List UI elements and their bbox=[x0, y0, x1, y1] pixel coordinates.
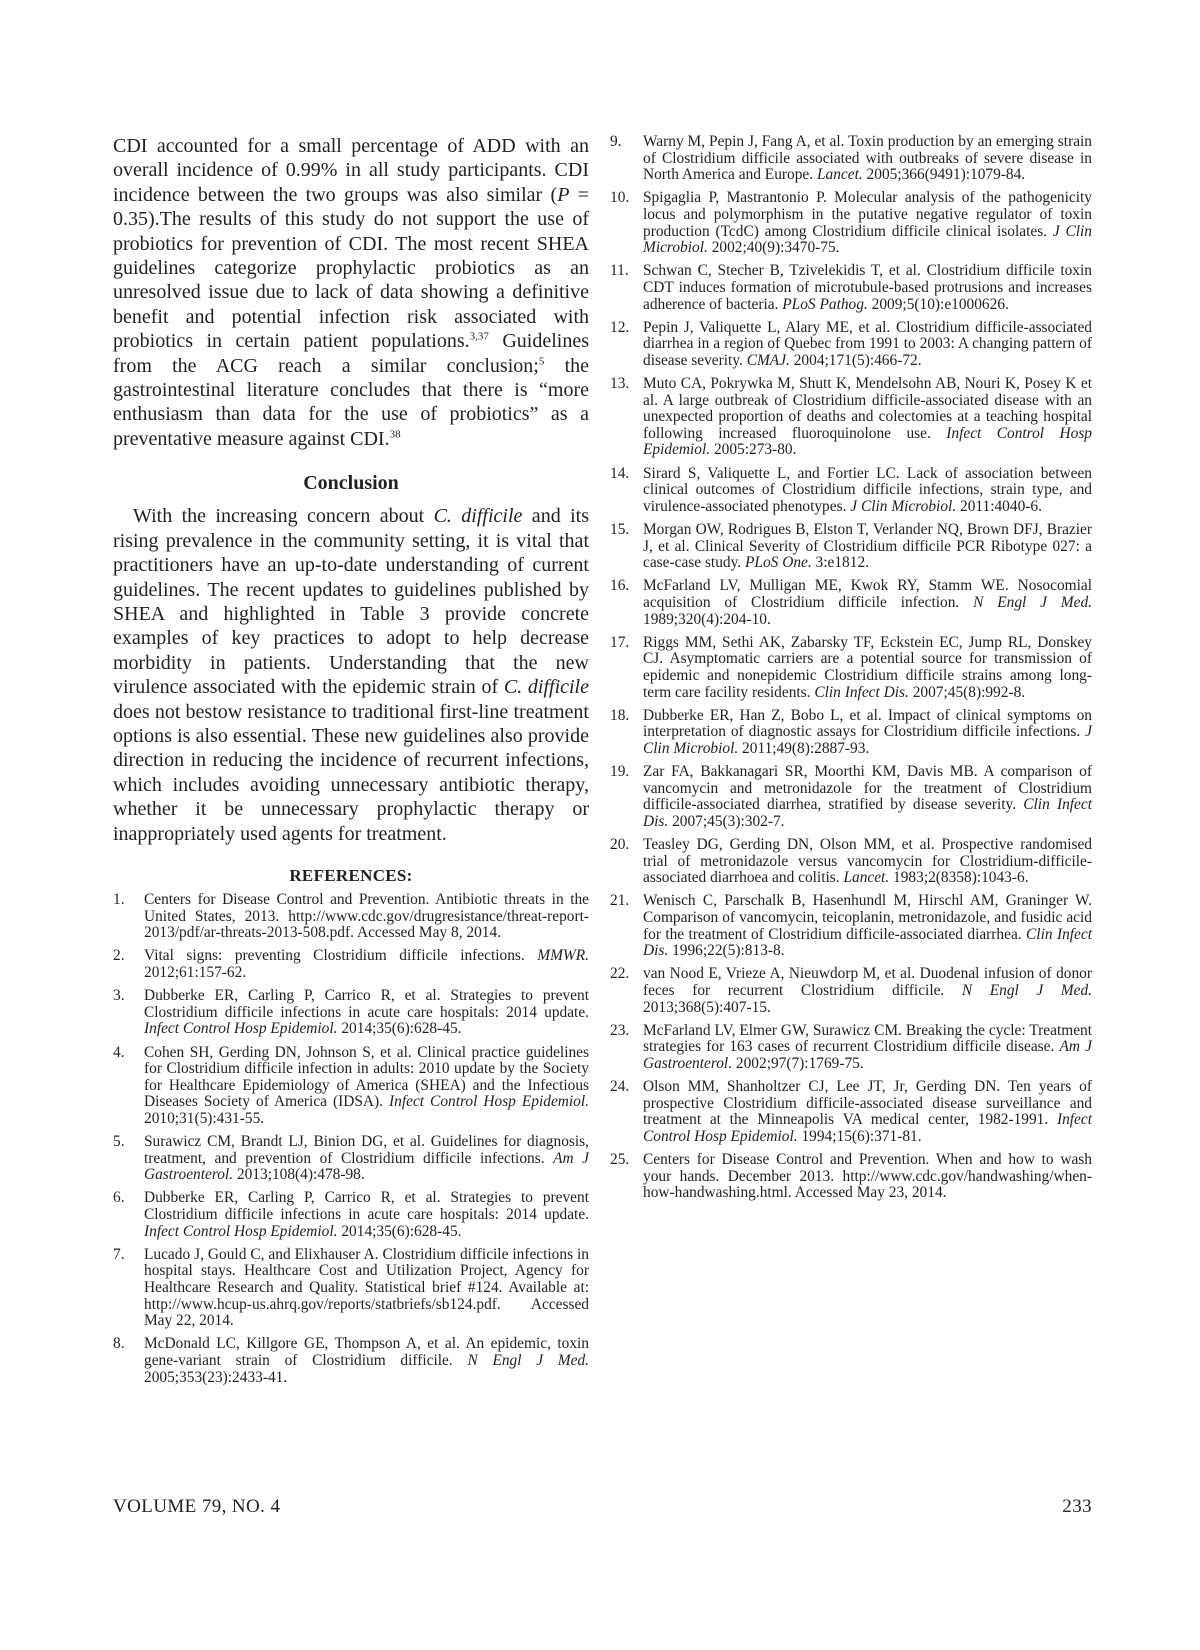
text-run: Cohen SH, Gerding DN, Johnson S, et al. Clinical practice guidelines for Clostridium difficile infection in adults: 2010 update by the Society for Healthcare Epidemiology of America (SHEA) and the Infectious Diseases Society of America (IDSA). bbox=[144, 1043, 589, 1111]
reference-item bbox=[113, 1190, 589, 1240]
italic-text: Clin Infect Dis. bbox=[643, 796, 1092, 830]
reference-item bbox=[610, 764, 1092, 830]
reference-number: 17. bbox=[610, 633, 630, 651]
reference-item bbox=[610, 1079, 1092, 1145]
italic-text: Infect Control Hosp Epidemiol. bbox=[643, 424, 1092, 459]
italic-text: P bbox=[557, 183, 570, 206]
reference-text bbox=[643, 319, 1092, 369]
italic-text: J Clin Microbiol. bbox=[643, 222, 1092, 257]
reference-item bbox=[610, 1023, 1092, 1073]
text-run: 2009;5(10):e1000626. bbox=[867, 295, 1009, 313]
reference-text bbox=[643, 189, 1092, 256]
reference-item bbox=[610, 522, 1092, 572]
text-run: 2007;45(3):302-7. bbox=[668, 812, 785, 830]
italic-text: Am J Gastroenterol. bbox=[643, 1038, 1092, 1072]
reference-number: 11. bbox=[610, 262, 629, 280]
references-heading: REFERENCES: bbox=[289, 865, 413, 885]
reference-text bbox=[643, 375, 1092, 458]
text-run: 1983;2(8358):1043-6. bbox=[889, 869, 1029, 887]
text-run: 2002;97(7):1769-75. bbox=[732, 1055, 864, 1072]
reference-item bbox=[113, 892, 589, 942]
italic-text: Infect Control Hosp Epidemiol. bbox=[643, 1111, 1092, 1145]
reference-item bbox=[610, 320, 1092, 370]
text-run: McDonald LC, Killgore GE, Thompson A, et al. An epidemic, toxin gene-variant strain of Clostridium difficile. bbox=[144, 1335, 589, 1369]
reference-number: 23. bbox=[610, 1021, 630, 1039]
text-run: and its rising prevalence in the community setting, it is vital that practitioners have an up-to-date understanding of current guidelines. The recent updates to guidelines published by SHEA and highlighted in Table 3 provide concrete examples of key practices to adopt to help decrease morbidity in patients. Understanding that the new virulence associated with the epidemic strain of bbox=[113, 505, 589, 699]
text-run: Centers for Disease Control and Prevention. Antibiotic threats in the United States, 2013. http://www.cdc.gov/drugresistance/threat-report-2013/pdf/ar-threats-2013-508.pdf. Accessed May 8, 2014. bbox=[144, 890, 589, 942]
reference-number: 20. bbox=[610, 836, 630, 854]
text-run: Riggs MM, Sethi AK, Zabarsky TF, Eckstein EC, Jump RL, Donskey CJ. Asymptomatic carriers are a potential source for transmission of epidemic and nonepidemic Clostridium difficile strains among long-term care facility residents. bbox=[643, 633, 1092, 701]
conclusion-paragraph bbox=[113, 504, 589, 846]
right-column bbox=[610, 134, 1092, 1209]
page-number: 233 bbox=[1062, 1496, 1092, 1517]
reference-item bbox=[113, 1247, 589, 1330]
text-run: Wenisch C, Parschalk B, Hasenhundl M, Hirschl AM, Graninger W. Comparison of vancomycin, teicoplanin, metronidazole, and fusidic acid for the treatment of Clostridium difficile-associated diarrhea. bbox=[643, 892, 1092, 943]
text-run: 2005;366(9491):1079-84. bbox=[862, 166, 1026, 184]
text-run: 2004;171(5):466-72. bbox=[789, 351, 922, 369]
reference-number: 5. bbox=[113, 1133, 125, 1151]
reference-number: 6. bbox=[113, 1189, 125, 1207]
reference-text bbox=[643, 892, 1092, 959]
italic-text: J Clin Microbiol. bbox=[643, 723, 1092, 757]
italic-text: Infect Control Hosp Epidemiol. bbox=[144, 1222, 338, 1240]
reference-text bbox=[144, 947, 589, 981]
reference-text bbox=[144, 891, 589, 941]
text-run: van Nood E, Vrieze A, Nieuwdorp M, et al. Duodenal infusion of donor feces for recurrent Clostridium difficile. bbox=[643, 965, 1092, 1000]
reference-item bbox=[610, 578, 1092, 628]
reference-number: 2. bbox=[113, 947, 125, 965]
text-run: Zar FA, Bakkanagari SR, Moorthi KM, Davis MB. A comparison of vancomycin and metronidazole for the treatment of Clostridium difficile-associated diarrhea, stratified by disease severity. bbox=[643, 763, 1092, 814]
italic-text: PLoS Pathog. bbox=[782, 295, 868, 313]
text-run: 1996;22(5):813-8. bbox=[668, 942, 785, 960]
reference-item bbox=[113, 1045, 589, 1128]
reference-text bbox=[643, 707, 1092, 757]
reference-number: 19. bbox=[610, 763, 630, 781]
body-paragraph-1 bbox=[113, 134, 589, 451]
italic-text: C. difficile bbox=[433, 505, 523, 528]
reference-number: 22. bbox=[610, 965, 630, 983]
text-run: Lucado J, Gould C, and Elixhauser A. Clostridium difficile infections in hospital stays. Healthcare Cost and Utilization Project, Agency for Healthcare Research and Quality. Statistical brief #124. Available at: http://www.hcup-us.ahrq.gov/reports/statbriefs/sb124.pdf. Accessed May 22, 2014. bbox=[144, 1245, 589, 1330]
reference-item bbox=[610, 190, 1092, 256]
footer-volume: VOLUME 79, NO. 4 bbox=[113, 1496, 281, 1517]
reference-text bbox=[643, 262, 1092, 312]
citation-superscript: 5 bbox=[538, 355, 545, 367]
italic-text: N Engl J Med. bbox=[973, 594, 1092, 611]
italic-text: PLoS One. bbox=[745, 554, 812, 572]
citation-superscript: 38 bbox=[389, 428, 401, 441]
reference-number: 10. bbox=[610, 189, 630, 207]
reference-number: 15. bbox=[610, 521, 630, 539]
reference-item bbox=[610, 708, 1092, 758]
text-run: Warny M, Pepin J, Fang A, et al. Toxin production by an emerging strain of Clostridium difficile associated with outbreaks of severe disease in North America and Europe. bbox=[643, 133, 1092, 184]
text-run: 1994;15(6):371-81. bbox=[797, 1127, 922, 1145]
reference-text bbox=[643, 1151, 1092, 1201]
italic-text: J Clin Microbiol. bbox=[850, 497, 957, 515]
text-run: 1989;320(4):204-10. bbox=[643, 610, 771, 628]
reference-text bbox=[643, 577, 1092, 627]
italic-text: Lancet. bbox=[843, 869, 890, 887]
reference-text bbox=[643, 521, 1092, 571]
reference-text bbox=[643, 1078, 1092, 1145]
text-run: Guidelines from the ACG reach a similar conclusion; bbox=[113, 330, 589, 377]
text-run: 2011;49(8):2887-93. bbox=[738, 739, 870, 757]
citation-superscript: 3,37 bbox=[469, 330, 489, 343]
reference-text bbox=[144, 1133, 589, 1183]
reference-number: 18. bbox=[610, 706, 630, 724]
reference-text bbox=[643, 836, 1092, 886]
text-run: Olson MM, Shanholtzer CJ, Lee JT, Jr, Gerding DN. Ten years of prospective Clostridium difficile-associated disease surveillance and treatment at the Minneapolis VA medical center, 1982-1991. bbox=[643, 1078, 1092, 1129]
text-run: does not bestow resistance to traditional first-line treatment options is also essential. These new guidelines also provide direction in reducing the incidence of recurrent infections, which includes avoiding unnecessary antibiotic therapy, whether it be unnecessary prophylactic therapy or inappropriately used agents for treatment. bbox=[113, 700, 589, 845]
reference-number: 8. bbox=[113, 1335, 125, 1353]
text-run: Spigaglia P, Mastrantonio P. Molecular analysis of the pathogenicity locus and polymorphism in the putative negative regulator of toxin production (TcdC) among Clostridium difficile clinical isolates. bbox=[643, 189, 1092, 240]
text-run: the gastrointestinal literature concludes that there is “more enthusiasm than data for the use of probiotics” as a preventative measure against CDI. bbox=[113, 354, 590, 450]
text-run: 2011:4040-6. bbox=[956, 497, 1042, 515]
text-run: Dubberke ER, Carling P, Carrico R, et al. Strategies to prevent Clostridium difficile infections in acute care hospitals: 2014 update. bbox=[144, 1189, 589, 1224]
text-run: Muto CA, Pokrywka M, Shutt K, Mendelsohn AB, Nouri K, Posey K et al. A large outbreak of Clostridium difficile-associated disease with an unexpected proportion of deaths and colectomies at a teaching hospital following increased fluoroquinolone use. bbox=[643, 375, 1092, 442]
reference-text bbox=[144, 1246, 589, 1329]
reference-number: 14. bbox=[610, 464, 630, 482]
reference-number: 24. bbox=[610, 1078, 630, 1096]
text-run: 2013;108(4):478-98. bbox=[233, 1166, 365, 1184]
reference-text bbox=[643, 634, 1092, 701]
italic-text: Infect Control Hosp Epidemiol. bbox=[389, 1093, 589, 1111]
reference-item bbox=[610, 635, 1092, 701]
reference-item bbox=[113, 988, 589, 1038]
italic-text: CMAJ. bbox=[746, 351, 790, 369]
text-run: 2007;45(8):992-8. bbox=[908, 683, 1026, 701]
reference-text bbox=[144, 1189, 589, 1239]
reference-item bbox=[113, 1336, 589, 1386]
reference-number: 3. bbox=[113, 987, 125, 1005]
text-run: McFarland LV, Mulligan ME, Kwok RY, Stamm WE. Nosocomial acquisition of Clostridium difficile infection. bbox=[643, 577, 1092, 611]
reference-item bbox=[610, 837, 1092, 887]
reference-number: 4. bbox=[113, 1043, 125, 1061]
text-run: Centers for Disease Control and Prevention. When and how to wash your hands. December 2013. http://www.cdc.gov/handwashing/when-how-handwashing.html. Accessed May 23, 2014. bbox=[643, 1151, 1092, 1202]
reference-text bbox=[643, 1022, 1092, 1072]
italic-text: Am J Gastroenterol. bbox=[144, 1149, 589, 1184]
reference-number: 7. bbox=[113, 1245, 125, 1263]
italic-text: Clin Infect Dis. bbox=[814, 683, 909, 701]
reference-text bbox=[144, 1044, 589, 1127]
italic-text: C. difficile bbox=[503, 676, 589, 699]
conclusion-heading: Conclusion bbox=[303, 472, 399, 495]
reference-text bbox=[643, 763, 1092, 830]
reference-number: 9. bbox=[610, 133, 622, 150]
text-run: 3:e1812. bbox=[811, 554, 869, 572]
text-run: Vital signs: preventing Clostridium difficile infections. bbox=[144, 947, 538, 965]
reference-text bbox=[144, 987, 589, 1037]
reference-text bbox=[643, 965, 1092, 1015]
italic-text: N Engl J Med. bbox=[961, 982, 1093, 1000]
italic-text: Lancet. bbox=[816, 166, 863, 184]
reference-item bbox=[113, 948, 589, 981]
text-run: McFarland LV, Elmer GW, Surawicz CM. Breaking the cycle: Treatment strategies for 163 cases of recurrent Clostridium difficile disease. bbox=[643, 1021, 1092, 1056]
reference-text bbox=[643, 465, 1092, 515]
reference-number: 13. bbox=[610, 375, 630, 393]
reference-item bbox=[610, 134, 1092, 184]
text-run: Pepin J, Valiquette L, Alary ME, et al. Clostridium difficile-associated diarrhea in a region of Quebec from 1991 to 2003: A changing pattern of disease severity. bbox=[643, 318, 1092, 369]
text-run: Sirard S, Valiquette L, and Fortier LC. Lack of association between clinical outcomes of Clostridium difficile infections, strain type, and virulence-associated phenotypes. bbox=[643, 464, 1092, 515]
italic-text: MMWR. bbox=[537, 947, 589, 965]
reference-item bbox=[610, 263, 1092, 313]
reference-number: 25. bbox=[610, 1151, 630, 1169]
italic-text: Infect Control Hosp Epidemiol. bbox=[144, 1020, 338, 1038]
text-run: Dubberke ER, Han Z, Bobo L, et al. Impact of clinical symptoms on interpretation of diagnostic assays for Clostridium difficile infections. bbox=[643, 706, 1092, 741]
italic-text: Clin Infect Dis. bbox=[643, 925, 1092, 960]
reference-number: 21. bbox=[610, 892, 630, 910]
text-run: Surawicz CM, Brandt LJ, Binion DG, et al. Guidelines for diagnosis, treatment, and prevention of Clostridium difficile infections. bbox=[144, 1133, 589, 1167]
reference-item bbox=[113, 1134, 589, 1184]
text-run: = 0.35).The results of this study do not support the use of probiotics for prevention of CDI. The most recent SHEA guidelines categorize prophylactic probiotics as an unresolved issue due to lack of data showing a definitive benefit and potential infection risk associated with probiotics in certain patient populations. bbox=[113, 183, 590, 353]
text-run: With the increasing concern about bbox=[133, 505, 434, 528]
text-run: 2013;368(5):407-15. bbox=[643, 998, 771, 1016]
references-list-left bbox=[113, 892, 589, 1386]
text-run: 2012;61:157-62. bbox=[144, 963, 247, 981]
reference-number: 1. bbox=[113, 890, 125, 908]
reference-text bbox=[643, 133, 1092, 183]
text-run: Morgan OW, Rodrigues B, Elston T, Verlander NQ, Brown DFJ, Brazier J, et al. Clinical Severity of Clostridium difficile PCR Ribotype 027: a case-case study. bbox=[643, 521, 1092, 572]
left-column bbox=[113, 134, 589, 1393]
text-run: 2002;40(9):3470-75. bbox=[707, 239, 840, 257]
text-run: 2005:273-80. bbox=[710, 441, 797, 459]
text-run: Schwan C, Stecher B, Tzivelekidis T, et al. Clostridium difficile toxin CDT induces formation of microtubule-based protrusions and increases adherence of bacteria. bbox=[643, 262, 1092, 313]
reference-item bbox=[610, 466, 1092, 516]
reference-number: 12. bbox=[610, 318, 630, 336]
reference-item bbox=[610, 893, 1092, 959]
text-run: CDI accounted for a small percentage of ADD with an overall incidence of 0.99% in all study participants. CDI incidence between the two groups was also similar ( bbox=[113, 135, 589, 206]
text-run: 2014;35(6):628-45. bbox=[337, 1020, 462, 1038]
text-run: 2014;35(6):628-45. bbox=[337, 1222, 462, 1240]
reference-item bbox=[610, 966, 1092, 1016]
reference-text bbox=[144, 1335, 589, 1385]
italic-text: N Engl J Med. bbox=[467, 1351, 590, 1369]
text-run: Dubberke ER, Carling P, Carrico R, et al. Strategies to prevent Clostridium difficile infections in acute care hospitals: 2014 update. bbox=[144, 987, 589, 1021]
reference-item bbox=[610, 376, 1092, 459]
references-list-right bbox=[610, 134, 1092, 1202]
reference-item bbox=[610, 1152, 1092, 1202]
text-run: 2005;353(23):2433-41. bbox=[144, 1368, 288, 1386]
reference-number: 16. bbox=[610, 577, 630, 595]
text-run: Teasley DG, Gerding DN, Olson MM, et al. Prospective randomised trial of metronidazole versus vancomycin for Clostridium-difficile-associated diarrhoea and colitis. bbox=[643, 836, 1092, 887]
text-run: 2010;31(5):431-55. bbox=[144, 1109, 265, 1127]
